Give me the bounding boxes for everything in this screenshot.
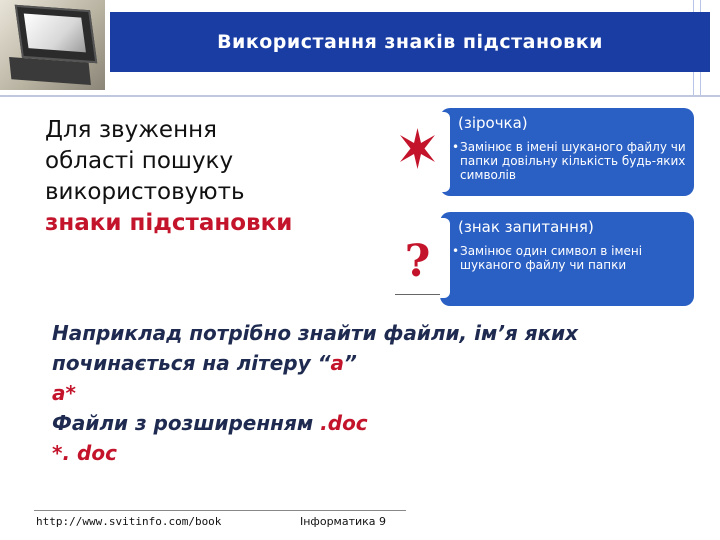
asterisk-icon xyxy=(395,126,440,171)
example-pattern: a* xyxy=(52,381,76,405)
examples-block xyxy=(52,318,692,468)
star-symbol-box xyxy=(385,112,450,192)
footer-divider xyxy=(34,510,406,511)
header-divider-line xyxy=(0,95,720,97)
wildcard-description: • Замінює в імені шуканого файлу чи папки довільну кількість будь-яких символів xyxy=(452,140,686,182)
intro-line: Для звуження xyxy=(45,117,217,143)
bullet-icon: • xyxy=(452,244,460,258)
bullet-icon: • xyxy=(452,140,460,154)
page-title: Використання знаків підстановки xyxy=(217,31,603,53)
footer-course-label: Інформатика 9 xyxy=(300,515,387,528)
wildcard-title: (знак запитання) xyxy=(458,218,594,236)
computer-logo-image xyxy=(0,0,105,90)
monitor-icon xyxy=(15,5,97,63)
intro-text xyxy=(45,115,375,239)
wildcard-star-panel xyxy=(440,108,694,196)
example-line: Файли з розширенням .doc xyxy=(52,411,368,435)
intro-highlight: знаки підстановки xyxy=(45,210,293,236)
slide-header xyxy=(0,0,720,95)
intro-line: використовують xyxy=(45,179,245,205)
footer-url: http://www.svitinfo.com/book xyxy=(36,515,222,528)
underline xyxy=(395,294,440,295)
keyboard-icon xyxy=(9,57,91,85)
wildcard-description: • Замінює один символ в імені шуканого файлу чи папки xyxy=(452,244,643,272)
example-pattern: *. doc xyxy=(52,441,117,465)
question-symbol-box xyxy=(385,218,450,298)
example-line: починається на літеру “a” xyxy=(52,351,357,375)
intro-line: області пошуку xyxy=(45,148,234,174)
question-mark-icon: ? xyxy=(404,236,431,287)
wildcard-question-panel xyxy=(440,212,694,306)
example-line: Наприклад потрібно знайти файли, ім’я яких xyxy=(52,321,579,345)
wildcard-title: (зірочка) xyxy=(458,114,528,132)
